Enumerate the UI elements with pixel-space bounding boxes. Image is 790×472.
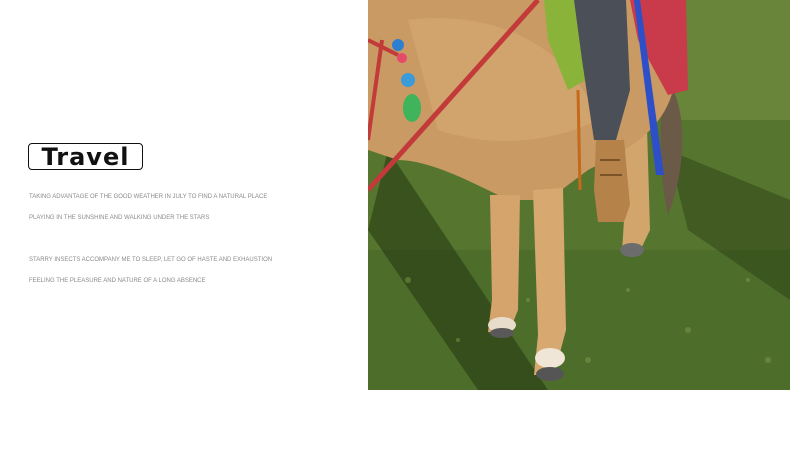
horse-front-leg-left: [488, 195, 520, 335]
tassel-green: [403, 94, 421, 122]
caption-line-4: FEELING THE PLEASURE AND NATURE OF A LONG ABSENCE: [29, 278, 206, 284]
title-box: [28, 143, 143, 170]
horse-front-leg-right: [533, 188, 566, 375]
caption-line-3: STARRY INSECTS ACCOMPANY ME TO SLEEP, LET GO OF HASTE AND EXHAUSTION: [29, 257, 273, 263]
tassel-blue: [392, 39, 404, 51]
horse-photo: [368, 0, 790, 390]
horse-photo-illustration: [368, 0, 790, 390]
caption-line-1: TAKING ADVANTAGE OF THE GOOD WEATHER IN JULY TO FIND A NATURAL PLACE: [29, 194, 268, 200]
rider-boot: [594, 140, 630, 222]
page-title: Travel: [41, 142, 130, 171]
caption-line-2: PLAYING IN THE SUNSHINE AND WALKING UNDER THE STARS: [29, 215, 210, 221]
